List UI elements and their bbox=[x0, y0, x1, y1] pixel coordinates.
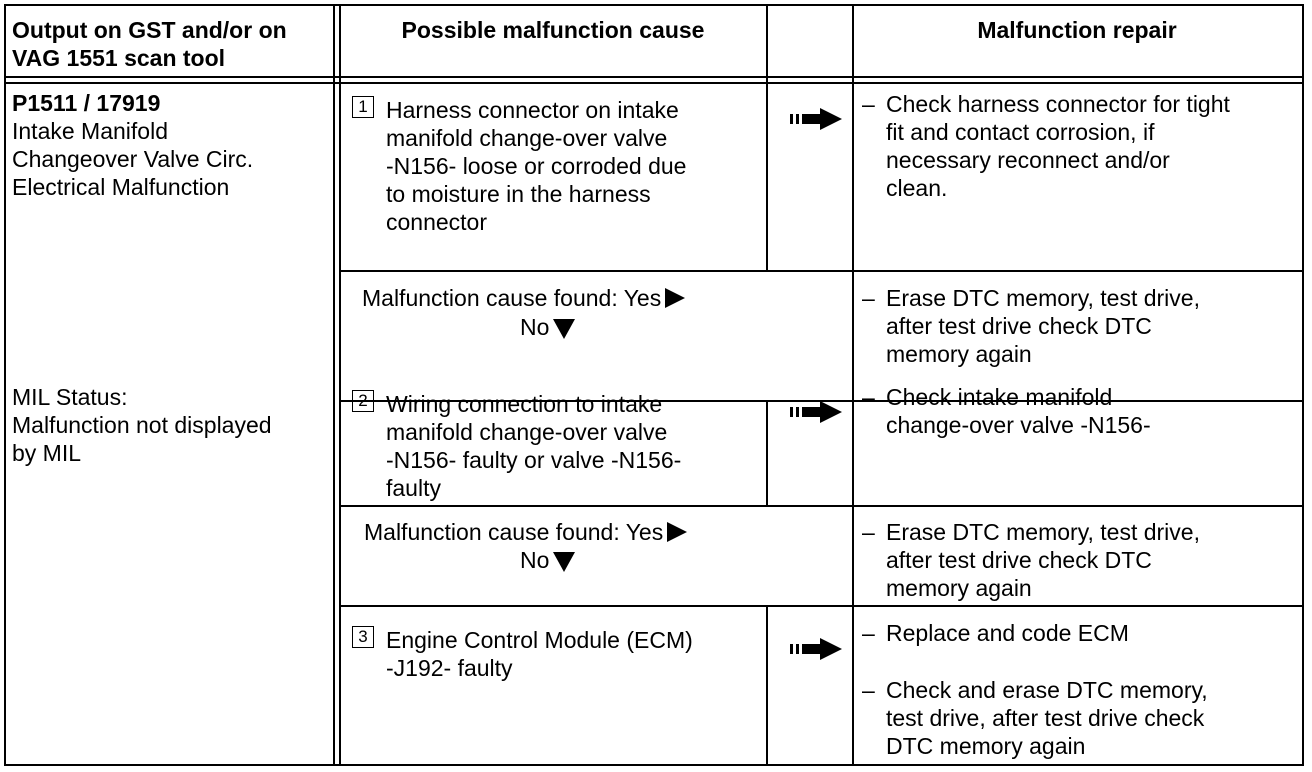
found-yes-label: Malfunction cause found: Yes bbox=[362, 285, 662, 311]
step-2-cause: Wiring connection to intake manifold change-over valve -N156- faulty or valve -N156- faulty bbox=[386, 391, 682, 501]
col1-divider bbox=[333, 4, 335, 766]
step-2-number-box bbox=[352, 390, 384, 412]
row-divider-3 bbox=[339, 505, 1304, 507]
found-no-label: No bbox=[520, 547, 550, 573]
step-3-repair-1: Replace and code ECM bbox=[886, 620, 1129, 646]
row-divider-4 bbox=[339, 605, 1304, 607]
step-3-repair-2: Check and erase DTC memory, test drive, after test drive check DTC memory again bbox=[886, 677, 1208, 759]
table-bottom-border bbox=[4, 764, 1304, 766]
arrow-right-icon bbox=[790, 108, 846, 130]
found-2-yes bbox=[364, 518, 687, 546]
found-1-dash: – bbox=[862, 285, 875, 311]
header-cause: Possible malfunction cause bbox=[401, 17, 705, 43]
found-1-repair: Erase DTC memory, test drive, after test drive check DTC memory again bbox=[886, 285, 1200, 367]
step-2-repair-dash: – bbox=[862, 384, 875, 410]
table-top-border bbox=[4, 4, 1304, 6]
step-1-repair: Check harness connector for tight fit and contact corrosion, if necessary reconnect and/or clean. bbox=[886, 91, 1230, 201]
triangle-down-icon bbox=[553, 552, 575, 572]
triangle-down-icon bbox=[553, 319, 575, 339]
step-1-number-box bbox=[352, 96, 384, 118]
step-3-repair-2-dash: – bbox=[862, 677, 875, 703]
arrow-right-icon bbox=[790, 638, 846, 660]
step3-arrow-divider bbox=[766, 606, 768, 766]
found-1-no bbox=[520, 313, 575, 341]
mil-status: MIL Status: Malfunction not displayed by MIL bbox=[12, 384, 272, 466]
step-3-cause: Engine Control Module (ECM) -J192- faulty bbox=[386, 627, 693, 681]
step-number: 1 bbox=[352, 96, 374, 118]
step-1-repair-dash: – bbox=[862, 91, 875, 117]
header-divider-2 bbox=[4, 82, 1304, 84]
step1-arrow-divider bbox=[766, 82, 768, 272]
found-2-dash: – bbox=[862, 519, 875, 545]
step-number: 2 bbox=[352, 390, 374, 412]
dtc-code: P1511 / 17919 bbox=[12, 90, 161, 116]
col3-divider bbox=[852, 4, 854, 766]
found-1-yes bbox=[362, 284, 685, 312]
triangle-right-icon bbox=[667, 522, 687, 542]
col1-divider-2 bbox=[339, 4, 341, 766]
step-2-repair: Check intake manifold change-over valve -N156- bbox=[886, 384, 1151, 438]
row-divider-1 bbox=[339, 270, 1304, 272]
found-no-label: No bbox=[520, 314, 550, 340]
found-2-no bbox=[520, 546, 575, 574]
step-3-number-box bbox=[352, 626, 384, 648]
triangle-right-icon bbox=[665, 288, 685, 308]
table-left-border bbox=[4, 4, 6, 766]
step-number: 3 bbox=[352, 626, 374, 648]
dtc-description: Intake Manifold Changeover Valve Circ. Electrical Malfunction bbox=[12, 118, 254, 200]
arrow-right-icon bbox=[790, 401, 846, 423]
header-divider bbox=[4, 76, 1304, 78]
found-2-repair: Erase DTC memory, test drive, after test drive check DTC memory again bbox=[886, 519, 1200, 601]
step2-arrow-divider bbox=[766, 401, 768, 507]
step-1-cause: Harness connector on intake manifold change-over valve -N156- loose or corroded due to moisture in the harness connector bbox=[386, 97, 687, 235]
step-3-repair-1-dash: – bbox=[862, 620, 875, 646]
col2-divider-header bbox=[766, 4, 768, 84]
header-output: Output on GST and/or on VAG 1551 scan tool bbox=[12, 17, 287, 71]
found-yes-label: Malfunction cause found: Yes bbox=[364, 519, 664, 545]
header-repair: Malfunction repair bbox=[977, 17, 1177, 43]
table-right-border bbox=[1302, 4, 1304, 766]
